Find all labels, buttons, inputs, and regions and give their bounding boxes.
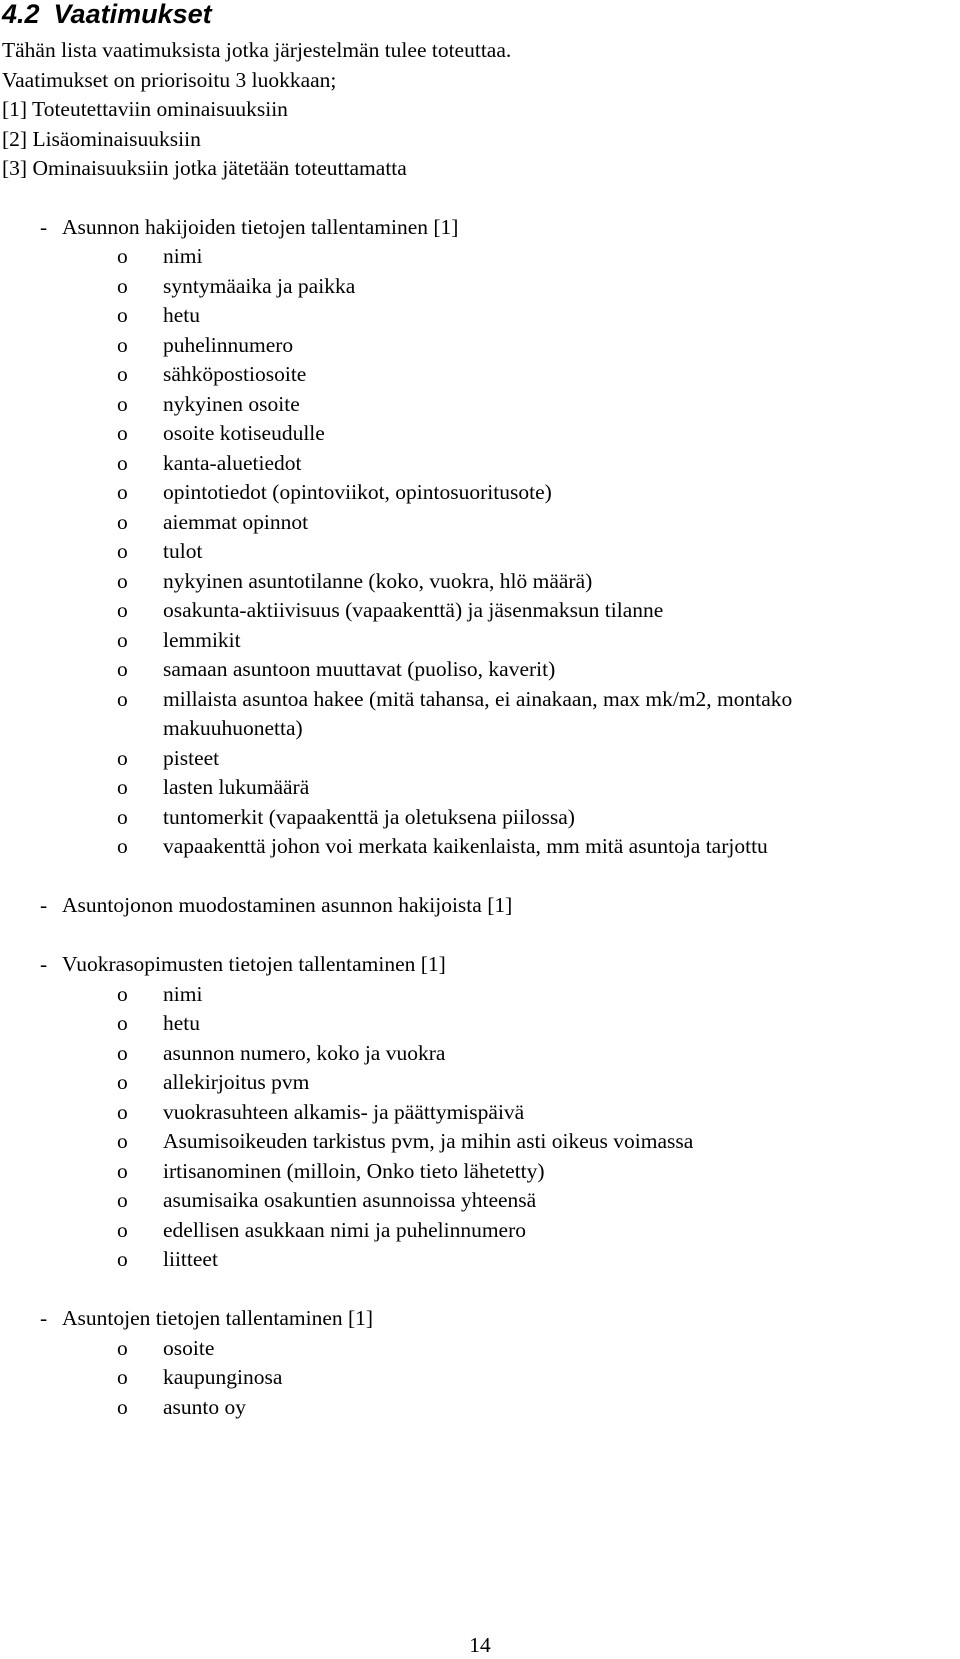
list-item-text: millaista asuntoa hakee (mitä tahansa, ei ainakaan, max mk/m2, montako <box>163 687 793 711</box>
bullet-marker: o <box>117 362 128 386</box>
page-number: 14 <box>469 1633 491 1657</box>
list-item-text: nykyinen osoite <box>163 392 300 416</box>
bullet-marker: o <box>117 1365 128 1389</box>
bullet-marker: o <box>117 628 128 652</box>
section-title: Vaatimukset <box>53 0 212 29</box>
list-item-text: liitteet <box>163 1247 218 1271</box>
bullet-marker: o <box>117 598 128 622</box>
bullet-marker: o <box>117 333 128 357</box>
dash-marker: - <box>40 215 48 239</box>
requirement-title: Asuntojonon muodostaminen asunnon hakijoista [1] <box>62 893 513 917</box>
bullet-marker: o <box>117 274 128 298</box>
section-number: 4.2 <box>2 0 40 29</box>
bullet-marker: o <box>117 982 128 1006</box>
dash-marker: - <box>40 1306 48 1330</box>
bullet-marker: o <box>117 657 128 681</box>
bullet-marker: o <box>117 392 128 416</box>
list-item-text: irtisanominen (milloin, Onko tieto lähetetty) <box>163 1159 545 1183</box>
bullet-marker: o <box>117 834 128 858</box>
bullet-marker: o <box>117 303 128 327</box>
list-item-text: Asumisoikeuden tarkistus pvm, ja mihin asti oikeus voimassa <box>163 1129 694 1153</box>
requirement-heading <box>40 890 512 921</box>
list-item-text: asunto oy <box>163 1395 247 1419</box>
bullet-marker: o <box>117 1247 128 1271</box>
dash-marker: - <box>40 952 48 976</box>
bullet-marker: o <box>117 1336 128 1360</box>
list-item-text: vuokrasuhteen alkamis- ja päättymispäivä <box>163 1100 525 1124</box>
list-item-text: opintotiedot (opintoviikot, opintosuoritusote) <box>163 480 552 504</box>
bullet-marker: o <box>117 1395 128 1419</box>
bullet-marker: o <box>117 569 128 593</box>
requirement-title: Vuokrasopimusten tietojen tallentaminen [1] <box>62 952 446 976</box>
bullet-marker: o <box>117 805 128 829</box>
list-item-text: puhelinnumero <box>163 333 294 357</box>
bullet-marker: o <box>117 1041 128 1065</box>
intro-line: [3] Ominaisuuksiin jotka jätetään toteuttamatta <box>2 156 407 180</box>
requirement-heading <box>40 949 446 980</box>
list-item-text: lasten lukumäärä <box>163 775 310 799</box>
bullet-marker: o <box>117 510 128 534</box>
list-item-text: nimi <box>163 244 203 268</box>
intro-line: [1] Toteutettaviin ominaisuuksiin <box>2 97 288 121</box>
bullet-marker: o <box>117 1100 128 1124</box>
list-item-text: kaupunginosa <box>163 1365 283 1389</box>
list-item-text: nimi <box>163 982 203 1006</box>
list-item-text: vapaakenttä johon voi merkata kaikenlaista, mm mitä asuntoja tarjottu <box>163 834 768 858</box>
list-item-text: kanta-aluetiedot <box>163 451 302 475</box>
list-item-text: allekirjoitus pvm <box>163 1070 310 1094</box>
bullet-marker: o <box>117 1070 128 1094</box>
section-heading <box>2 0 212 32</box>
list-item-text: nykyinen asuntotilanne (koko, vuokra, hlö määrä) <box>163 569 593 593</box>
bullet-marker: o <box>117 451 128 475</box>
list-item-text: edellisen asukkaan nimi ja puhelinnumero <box>163 1218 527 1242</box>
intro-line: [2] Lisäominaisuuksiin <box>2 127 201 151</box>
bullet-marker: o <box>117 687 128 711</box>
list-item-text: makuuhuonetta) <box>163 716 303 740</box>
intro-line: Vaatimukset on priorisoitu 3 luokkaan; <box>2 68 337 92</box>
list-item-text: hetu <box>163 1011 201 1035</box>
list-item-text: osoite <box>163 1336 215 1360</box>
list-item-text: asumisaika osakuntien asunnoissa yhteensä <box>163 1188 537 1212</box>
list-item-text: aiemmat opinnot <box>163 510 309 534</box>
bullet-marker: o <box>117 480 128 504</box>
bullet-marker: o <box>117 1011 128 1035</box>
list-item-text: sähköpostiosoite <box>163 362 307 386</box>
bullet-marker: o <box>117 775 128 799</box>
bullet-marker: o <box>117 421 128 445</box>
list-item-text: osoite kotiseudulle <box>163 421 325 445</box>
intro-line: Tähän lista vaatimuksista jotka järjestelmän tulee toteuttaa. <box>2 38 512 62</box>
list-item-text: tulot <box>163 539 203 563</box>
list-item-text: lemmikit <box>163 628 241 652</box>
requirement-title: Asuntojen tietojen tallentaminen [1] <box>62 1306 374 1330</box>
requirement-heading <box>40 1303 373 1334</box>
bullet-marker: o <box>117 244 128 268</box>
bullet-marker: o <box>117 1188 128 1212</box>
bullet-marker: o <box>117 746 128 770</box>
requirement-title: Asunnon hakijoiden tietojen tallentaminen [1] <box>62 215 459 239</box>
bullet-marker: o <box>117 1129 128 1153</box>
list-item-text: hetu <box>163 303 201 327</box>
bullet-marker: o <box>117 539 128 563</box>
list-item-text: asunnon numero, koko ja vuokra <box>163 1041 446 1065</box>
requirement-heading <box>40 212 458 243</box>
dash-marker: - <box>40 893 48 917</box>
bullet-marker: o <box>117 1159 128 1183</box>
list-item-text: tuntomerkit (vapaakenttä ja oletuksena piilossa) <box>163 805 575 829</box>
list-item-text: pisteet <box>163 746 220 770</box>
list-item-text: osakunta-aktiivisuus (vapaakenttä) ja jäsenmaksun tilanne <box>163 598 664 622</box>
bullet-marker: o <box>117 1218 128 1242</box>
list-item-text: syntymäaika ja paikka <box>163 274 356 298</box>
list-item-text: samaan asuntoon muuttavat (puoliso, kaverit) <box>163 657 556 681</box>
